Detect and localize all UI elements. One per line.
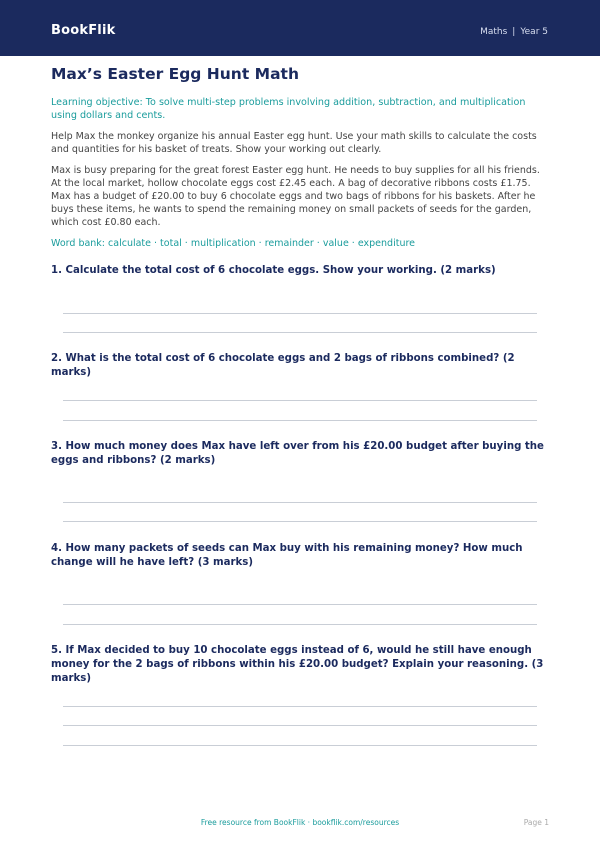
- question-2: 2. What is the total cost of 6 chocolate eggs and 2 bags of ribbons combined? (2 marks): [51, 353, 515, 378]
- answer-line[interactable]: [63, 313, 537, 314]
- answer-line[interactable]: [63, 725, 537, 726]
- answer-line[interactable]: [63, 521, 537, 522]
- answer-line[interactable]: [63, 420, 537, 421]
- answer-line[interactable]: [63, 745, 537, 746]
- page-footer: [0, 818, 600, 830]
- answer-line[interactable]: [63, 400, 537, 401]
- question-5: 5. If Max decided to buy 10 chocolate eggs instead of 6, would he still have enough money for the 2 bags of ribbons within his £20.00 budget? Explain your reasoning. (3 marks): [51, 645, 544, 684]
- answer-line[interactable]: [63, 624, 537, 625]
- question-3: 3. How much money does Max have left over from his £20.00 budget after buying the eggs and ribbons? (2 marks): [51, 441, 544, 466]
- question-1: 1. Calculate the total cost of 6 chocolate eggs. Show your working. (2 marks): [51, 265, 496, 276]
- year-label: Year 5: [520, 27, 548, 37]
- answer-line[interactable]: [63, 332, 537, 333]
- story-paragraph: Max is busy preparing for the great forest Easter egg hunt. He needs to buy supplies for all his friends. At the local market, hollow chocolate eggs cost £2.45 each. A bag of decorative ribbons costs £1.75. Max has a budget of £20.00 to buy 6 chocolate eggs and two bags of ribbons for his baskets. After he buys these items, he wants to spend the remaining money on small packets of seeds for the garden, which cost £0.80 each.: [51, 165, 540, 228]
- header-meta: [480, 27, 548, 37]
- page-title: Max’s Easter Egg Hunt Math: [51, 65, 299, 83]
- subject-label: Maths: [480, 27, 508, 37]
- answer-line[interactable]: [63, 502, 537, 503]
- answer-line[interactable]: [63, 604, 537, 605]
- question-4: 4. How many packets of seeds can Max buy with his remaining money? How much change will he have left? (3 marks): [51, 543, 523, 568]
- footer-link[interactable]: Free resource from BookFlik · bookflik.com/resources: [200, 818, 400, 827]
- header-bar: [0, 0, 600, 56]
- worksheet-intro: [51, 64, 548, 250]
- word-bank: Word bank: calculate · total · multiplication · remainder · value · expenditure: [51, 238, 416, 249]
- brand-logo[interactable]: BookFlik: [51, 23, 116, 38]
- learning-objective: Learning objective: To solve multi-step problems involving addition, subtraction, and multiplication using dollars and cents.: [51, 97, 526, 121]
- meta-separator: |: [512, 27, 516, 37]
- intro-paragraph: Help Max the monkey organize his annual Easter egg hunt. Use your math skills to calculate the costs and quantities for his basket of treats. Show your working out clearly.: [51, 131, 537, 155]
- page-number: Page 1: [523, 818, 549, 827]
- answer-line[interactable]: [63, 706, 537, 707]
